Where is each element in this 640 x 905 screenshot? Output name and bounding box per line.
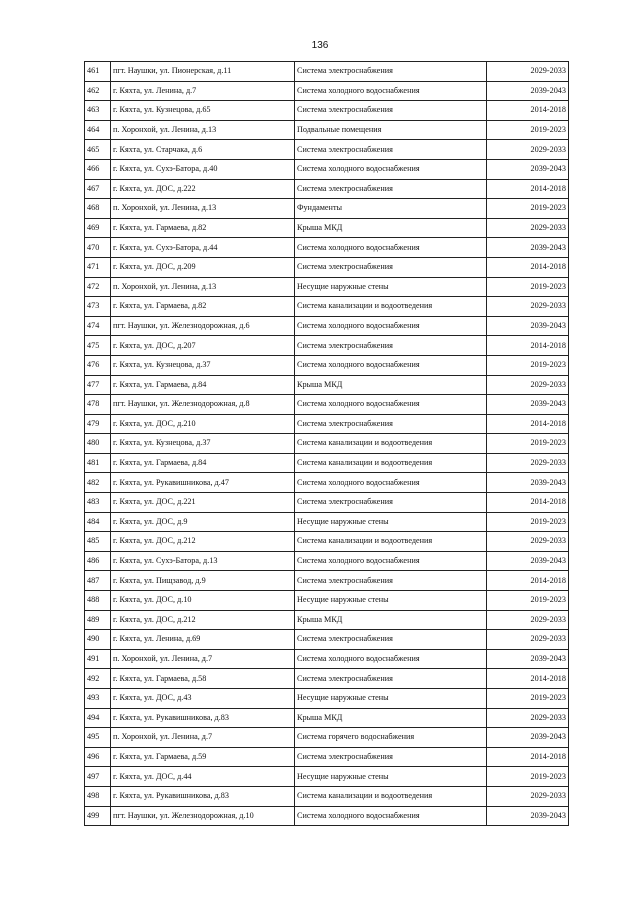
period-cell: 2039-2043 — [487, 395, 569, 415]
table-row — [85, 591, 569, 611]
row-number-cell: 495 — [85, 728, 111, 748]
system-cell: Система электроснабжения — [295, 747, 487, 767]
address-cell: п. Хоронхой, ул. Ленина, д.13 — [111, 120, 295, 140]
period-cell: 2014-2018 — [487, 179, 569, 199]
row-number-cell: 493 — [85, 689, 111, 709]
row-number-cell: 463 — [85, 101, 111, 121]
period-cell: 2029-2033 — [487, 708, 569, 728]
period-cell: 2039-2043 — [487, 316, 569, 336]
system-cell: Система холодного водоснабжения — [295, 159, 487, 179]
table-row — [85, 297, 569, 317]
page-number: 136 — [311, 40, 329, 51]
row-number-cell: 494 — [85, 708, 111, 728]
address-cell: г. Кяхта, ул. Кузнецова, д.37 — [111, 355, 295, 375]
row-number-cell: 474 — [85, 316, 111, 336]
row-number-cell: 465 — [85, 140, 111, 160]
row-number-cell: 492 — [85, 669, 111, 689]
row-number-cell: 483 — [85, 493, 111, 513]
system-cell: Система холодного водоснабжения — [295, 238, 487, 258]
system-cell: Система электроснабжения — [295, 140, 487, 160]
row-number-cell: 473 — [85, 297, 111, 317]
table-row — [85, 316, 569, 336]
row-number-cell: 468 — [85, 199, 111, 219]
system-cell: Система канализации и водоотведения — [295, 786, 487, 806]
system-cell: Несущие наружные стены — [295, 591, 487, 611]
period-cell: 2039-2043 — [487, 551, 569, 571]
period-cell: 2029-2033 — [487, 453, 569, 473]
period-cell: 2029-2033 — [487, 532, 569, 552]
table-row — [85, 806, 569, 826]
repair-schedule-table — [84, 61, 569, 826]
address-cell: пгт. Наушки, ул. Железнодорожная, д.10 — [111, 806, 295, 826]
system-cell: Система канализации и водоотведения — [295, 453, 487, 473]
row-number-cell: 469 — [85, 218, 111, 238]
system-cell: Система канализации и водоотведения — [295, 532, 487, 552]
address-cell: г. Кяхта, ул. ДОС, д.221 — [111, 493, 295, 513]
period-cell: 2029-2033 — [487, 786, 569, 806]
period-cell: 2014-2018 — [487, 493, 569, 513]
table-row — [85, 767, 569, 787]
address-cell: г. Кяхта, ул. Рукавишникова, д.47 — [111, 473, 295, 493]
system-cell: Крыша МКД — [295, 610, 487, 630]
table-row — [85, 708, 569, 728]
row-number-cell: 487 — [85, 571, 111, 591]
address-cell: г. Кяхта, ул. ДОС, д.44 — [111, 767, 295, 787]
address-cell: г. Кяхта, ул. Рукавишникова, д.83 — [111, 786, 295, 806]
system-cell: Подвальные помещения — [295, 120, 487, 140]
system-cell: Крыша МКД — [295, 708, 487, 728]
system-cell: Система электроснабжения — [295, 336, 487, 356]
row-number-cell: 478 — [85, 395, 111, 415]
row-number-cell: 461 — [85, 62, 111, 82]
period-cell: 2019-2023 — [487, 767, 569, 787]
address-cell: г. Кяхта, ул. Рукавишникова, д.83 — [111, 708, 295, 728]
address-cell: г. Кяхта, ул. Сухэ-Батора, д.40 — [111, 159, 295, 179]
address-cell: г. Кяхта, ул. ДОС, д.43 — [111, 689, 295, 709]
system-cell: Система горячего водоснабжения — [295, 728, 487, 748]
row-number-cell: 476 — [85, 355, 111, 375]
period-cell: 2019-2023 — [487, 689, 569, 709]
period-cell: 2014-2018 — [487, 257, 569, 277]
system-cell: Система электроснабжения — [295, 257, 487, 277]
period-cell: 2019-2023 — [487, 199, 569, 219]
system-cell: Система электроснабжения — [295, 571, 487, 591]
row-number-cell: 496 — [85, 747, 111, 767]
row-number-cell: 464 — [85, 120, 111, 140]
table-row — [85, 199, 569, 219]
row-number-cell: 466 — [85, 159, 111, 179]
address-cell: г. Кяхта, ул. Кузнецова, д.37 — [111, 434, 295, 454]
period-cell: 2039-2043 — [487, 728, 569, 748]
row-number-cell: 482 — [85, 473, 111, 493]
system-cell: Крыша МКД — [295, 218, 487, 238]
row-number-cell: 486 — [85, 551, 111, 571]
address-cell: п. Хоронхой, ул. Ленина, д.13 — [111, 277, 295, 297]
table-row — [85, 453, 569, 473]
row-number-cell: 488 — [85, 591, 111, 611]
system-cell: Система электроснабжения — [295, 414, 487, 434]
row-number-cell: 471 — [85, 257, 111, 277]
address-cell: пгт. Наушки, ул. Пионерская, д.11 — [111, 62, 295, 82]
system-cell: Фундаменты — [295, 199, 487, 219]
address-cell: г. Кяхта, ул. Старчака, д.6 — [111, 140, 295, 160]
table-row — [85, 238, 569, 258]
table-row — [85, 355, 569, 375]
system-cell: Система электроснабжения — [295, 493, 487, 513]
address-cell: г. Кяхта, ул. Гармаева, д.59 — [111, 747, 295, 767]
row-number-cell: 470 — [85, 238, 111, 258]
table-row — [85, 179, 569, 199]
table-row — [85, 571, 569, 591]
period-cell: 2039-2043 — [487, 806, 569, 826]
table-row — [85, 414, 569, 434]
period-cell: 2014-2018 — [487, 336, 569, 356]
period-cell: 2039-2043 — [487, 159, 569, 179]
address-cell: г. Кяхта, ул. Ленина, д.7 — [111, 81, 295, 101]
table-row — [85, 551, 569, 571]
system-cell: Система холодного водоснабжения — [295, 81, 487, 101]
table-row — [85, 512, 569, 532]
system-cell: Несущие наружные стены — [295, 689, 487, 709]
period-cell: 2029-2033 — [487, 375, 569, 395]
row-number-cell: 484 — [85, 512, 111, 532]
table-row — [85, 277, 569, 297]
table-row — [85, 120, 569, 140]
table-row — [85, 375, 569, 395]
row-number-cell: 489 — [85, 610, 111, 630]
address-cell: п. Хоронхой, ул. Ленина, д.13 — [111, 199, 295, 219]
period-cell: 2029-2033 — [487, 630, 569, 650]
row-number-cell: 481 — [85, 453, 111, 473]
system-cell: Система холодного водоснабжения — [295, 316, 487, 336]
row-number-cell: 480 — [85, 434, 111, 454]
table-row — [85, 689, 569, 709]
row-number-cell: 477 — [85, 375, 111, 395]
address-cell: г. Кяхта, ул. Пищзавод, д.9 — [111, 571, 295, 591]
row-number-cell: 467 — [85, 179, 111, 199]
address-cell: г. Кяхта, ул. Гармаева, д.58 — [111, 669, 295, 689]
period-cell: 2039-2043 — [487, 238, 569, 258]
period-cell: 2019-2023 — [487, 355, 569, 375]
table-row — [85, 473, 569, 493]
period-cell: 2029-2033 — [487, 62, 569, 82]
system-cell: Система электроснабжения — [295, 101, 487, 121]
system-cell: Система холодного водоснабжения — [295, 806, 487, 826]
system-cell: Система электроснабжения — [295, 62, 487, 82]
row-number-cell: 485 — [85, 532, 111, 552]
address-cell: г. Кяхта, ул. Гармаева, д.82 — [111, 218, 295, 238]
system-cell: Система электроснабжения — [295, 630, 487, 650]
row-number-cell: 472 — [85, 277, 111, 297]
address-cell: г. Кяхта, ул. ДОС, д.9 — [111, 512, 295, 532]
row-number-cell: 475 — [85, 336, 111, 356]
period-cell: 2039-2043 — [487, 473, 569, 493]
period-cell: 2039-2043 — [487, 649, 569, 669]
period-cell: 2019-2023 — [487, 120, 569, 140]
table-row — [85, 493, 569, 513]
address-cell: пгт. Наушки, ул. Железнодорожная, д.8 — [111, 395, 295, 415]
period-cell: 2019-2023 — [487, 591, 569, 611]
table-body — [85, 62, 569, 826]
row-number-cell: 497 — [85, 767, 111, 787]
system-cell: Система электроснабжения — [295, 669, 487, 689]
system-cell: Система электроснабжения — [295, 179, 487, 199]
period-cell: 2019-2023 — [487, 277, 569, 297]
system-cell: Система холодного водоснабжения — [295, 649, 487, 669]
row-number-cell: 498 — [85, 786, 111, 806]
row-number-cell: 491 — [85, 649, 111, 669]
address-cell: г. Кяхта, ул. ДОС, д.207 — [111, 336, 295, 356]
table-row — [85, 434, 569, 454]
address-cell: г. Кяхта, ул. Сухэ-Батора, д.44 — [111, 238, 295, 258]
table-row — [85, 532, 569, 552]
system-cell: Несущие наружные стены — [295, 512, 487, 532]
table-row — [85, 101, 569, 121]
table-row — [85, 81, 569, 101]
period-cell: 2029-2033 — [487, 140, 569, 160]
table-row — [85, 610, 569, 630]
address-cell: п. Хоронхой, ул. Ленина, д.7 — [111, 649, 295, 669]
period-cell: 2039-2043 — [487, 81, 569, 101]
table-row — [85, 747, 569, 767]
table-row — [85, 630, 569, 650]
period-cell: 2014-2018 — [487, 101, 569, 121]
row-number-cell: 499 — [85, 806, 111, 826]
period-cell: 2029-2033 — [487, 610, 569, 630]
table-row — [85, 395, 569, 415]
address-cell: г. Кяхта, ул. Гармаева, д.84 — [111, 453, 295, 473]
address-cell: г. Кяхта, ул. Ленина, д.69 — [111, 630, 295, 650]
table-row — [85, 218, 569, 238]
address-cell: пгт. Наушки, ул. Железнодорожная, д.6 — [111, 316, 295, 336]
address-cell: г. Кяхта, ул. ДОС, д.212 — [111, 532, 295, 552]
table-row — [85, 62, 569, 82]
address-cell: г. Кяхта, ул. Кузнецова, д.65 — [111, 101, 295, 121]
period-cell: 2014-2018 — [487, 747, 569, 767]
system-cell: Система холодного водоснабжения — [295, 473, 487, 493]
address-cell: г. Кяхта, ул. ДОС, д.10 — [111, 591, 295, 611]
row-number-cell: 490 — [85, 630, 111, 650]
period-cell: 2029-2033 — [487, 297, 569, 317]
system-cell: Несущие наружные стены — [295, 767, 487, 787]
table-row — [85, 257, 569, 277]
period-cell: 2029-2033 — [487, 218, 569, 238]
address-cell: г. Кяхта, ул. ДОС, д.209 — [111, 257, 295, 277]
table-row — [85, 728, 569, 748]
system-cell: Крыша МКД — [295, 375, 487, 395]
address-cell: г. Кяхта, ул. Сухэ-Батора, д.13 — [111, 551, 295, 571]
address-cell: г. Кяхта, ул. Гармаева, д.82 — [111, 297, 295, 317]
system-cell: Система холодного водоснабжения — [295, 355, 487, 375]
system-cell: Система холодного водоснабжения — [295, 551, 487, 571]
address-cell: г. Кяхта, ул. ДОС, д.210 — [111, 414, 295, 434]
table-row — [85, 336, 569, 356]
system-cell: Система канализации и водоотведения — [295, 297, 487, 317]
row-number-cell: 462 — [85, 81, 111, 101]
table-row — [85, 140, 569, 160]
address-cell: г. Кяхта, ул. ДОС, д.222 — [111, 179, 295, 199]
system-cell: Система канализации и водоотведения — [295, 434, 487, 454]
address-cell: п. Хоронхой, ул. Ленина, д.7 — [111, 728, 295, 748]
period-cell: 2019-2023 — [487, 512, 569, 532]
period-cell: 2019-2023 — [487, 434, 569, 454]
system-cell: Система холодного водоснабжения — [295, 395, 487, 415]
system-cell: Несущие наружные стены — [295, 277, 487, 297]
table-row — [85, 159, 569, 179]
period-cell: 2014-2018 — [487, 571, 569, 591]
row-number-cell: 479 — [85, 414, 111, 434]
table-row — [85, 786, 569, 806]
period-cell: 2014-2018 — [487, 669, 569, 689]
table-row — [85, 649, 569, 669]
table-row — [85, 669, 569, 689]
address-cell: г. Кяхта, ул. Гармаева, д.84 — [111, 375, 295, 395]
period-cell: 2014-2018 — [487, 414, 569, 434]
address-cell: г. Кяхта, ул. ДОС, д.212 — [111, 610, 295, 630]
